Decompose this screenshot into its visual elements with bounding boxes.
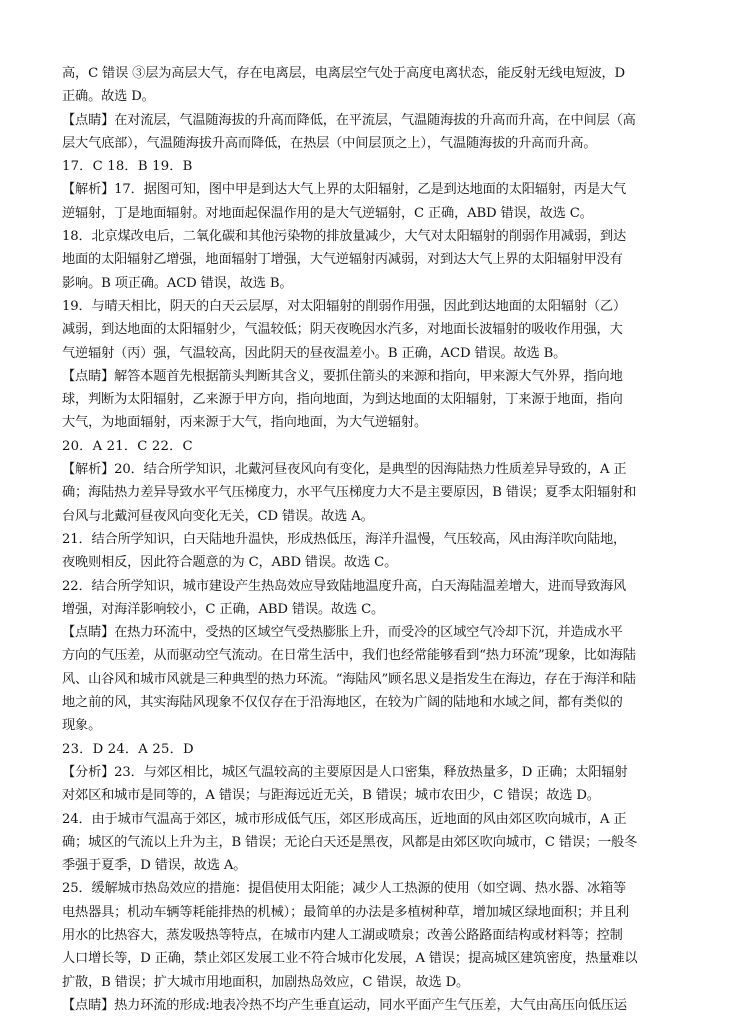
text-line-12: 减弱，到达地面的太阳辐射少，气温较低；阴天夜晚因水汽多，对地面长波辐射的吸收作用强，大 (62, 322, 623, 338)
text-line-22: 夜晚则相反，因此符合题意的为 C，ABD 错误。故选 C。 (62, 555, 398, 571)
text-line-9: 地面的太阳辐射乙增强，地面辐射丁增强，大气逆辐射丙减弱，对到达大气上界的太阳辐射甲没有 (62, 252, 623, 268)
text-line-29: 现象。 (62, 718, 102, 734)
text-line-28: 地之前的风，其实海陆风现象不仅仅存在于沿海地区，在较为广阔的陆地和水域之间，都有类似的 (62, 695, 623, 711)
text-line-25: 【点睛】在热力环流中，受热的区域空气受热膨胀上升，而受冷的区域空气冷却下沉，并造成水平 (62, 625, 623, 641)
text-line-18: 【解析】20．结合所学知识，北戴河昼夜风向有变化，是典型的因海陆热力性质差异导致的，A 正 (62, 462, 627, 478)
answer-key-23-25: 23．D 24．A 25．D (62, 741, 194, 757)
text-line-7: 逆辐射，丁是地面辐射。对地面起保温作用的是大气逆辐射，C 正确，ABD 错误，故选 C。 (62, 205, 593, 221)
text-line-4: 层大气底部），气温随海拔升高而降低，在热层（中间层顶之上），气温随海拔的升高而升高。 (62, 135, 597, 151)
text-line-40: 扩散，B 错误；扩大城市用地面积，加剧热岛效应，C 错误，故选 D。 (62, 974, 470, 990)
text-line-38: 用水的比热容大，蒸发吸热等特点，在城市内建人工湖或喷泉；改善公路路面结构或材料等；控制 (62, 927, 623, 943)
answer-key-20-22: 20．A 21．C 22．C (62, 438, 193, 454)
text-line-24: 增强，对海洋影响较小，C 正确，ABD 错误。故选 C。 (62, 601, 385, 617)
text-line-37: 电热器具；机动车辆等耗能排热的机械）；最简单的办法是多植树种草，增加城区绿地面积；并且利 (62, 904, 630, 920)
text-line-20: 台风与北戴河昼夜风向变化无关，CD 错误。故选 A。 (62, 508, 374, 524)
text-line-23: 22．结合所学知识，城市建设产生热岛效应导致陆地温度升高，白天海陆温差增大，进而导致海风 (62, 578, 627, 594)
text-line-11: 19．与晴天相比，阴天的白天云层厚，对太阳辐射的削弱作用强，因此到达地面的太阳辐射（乙） (62, 298, 627, 314)
document-page (62, 62, 682, 1017)
text-line-3: 【点睛】在对流层，气温随海拔的升高而降低，在平流层，气温随海拔的升高而升高，在中间层（高 (62, 112, 636, 128)
text-line-26: 方向的气压差，从而驱动空气流动。在日常生活中，我们也经常能够看到“热力环流”现象，比如海陆 (62, 648, 636, 664)
text-line-19: 确；海陆热力差异导致水平气压梯度力，水平气压梯度力大不是主要原因，B 错误；夏季太阳辐射和 (62, 485, 637, 501)
text-line-39: 人口增长等，D 正确，禁止郊区发展工业不符合城市化发展，A 错误；提高城区建筑密度，热量难以 (62, 951, 638, 967)
text-line-13: 气逆辐射（丙）强，气温较高，因此阴天的昼夜温差小。B 正确，ACD 错误。故选 B。 (62, 345, 567, 361)
text-line-10: 影响。B 项正确。ACD 错误，故选 B。 (62, 275, 293, 291)
text-line-14: 【点睛】解答本题首先根据箭头判断其含义，要抓住箭头的来源和指向，甲来源大气外界，指向地 (62, 368, 623, 384)
text-line-16: 大气，为地面辐射，丙来源于大气，指向地面，为大气逆辐射。 (62, 415, 428, 431)
text-line-32: 对郊区和城市是同等的，A 错误；与距海远近无关，B 错误；城市农田少，C 错误；故选 D。 (62, 788, 600, 804)
text-line-27: 风、山谷风和城市风就是三种典型的热力环流。“海陆风”顾名思义是指发生在海边，存在于海洋和陆 (62, 671, 636, 687)
text-line-2: 正确。故选 D。 (62, 89, 155, 105)
text-line-31: 【分析】23．与郊区相比，城区气温较高的主要原因是人口密集，释放热量多，D 正确；太阳辐射 (62, 764, 628, 780)
text-line-41: 【点睛】热力环流的形成:地表冷热不均产生垂直运动，同水平面产生气压差，大气由高压向低压运 (62, 997, 627, 1013)
text-line-8: 18．北京煤改电后，二氧化碳和其他污染物的排放量减少，大气对太阳辐射的削弱作用减弱，到达 (62, 229, 627, 245)
text-line-34: 确；城区的气流以上升为主，B 错误；无论白天还是黑夜，风都是由郊区吹向城市，C 错误；一般冬 (62, 834, 638, 850)
answer-key-17-19: 17．C 18．B 19．B (62, 159, 193, 175)
text-line-15: 球，判断为太阳辐射，乙来源于甲方向，指向地面，为到达地面的太阳辐射，丁来源于地面，指向 (62, 392, 623, 408)
text-line-1: 高，C 错误 ③层为高层大气，存在电离层，电离层空气处于高度电离状态，能反射无线电短波，D (62, 66, 625, 81)
text-line-33: 24．由于城市气温高于郊区，城市形成低气压，郊区形成高压，近地面的风由郊区吹向城市，A 正 (62, 811, 627, 827)
text-line-35: 季强于夏季，D 错误，故选 A。 (62, 858, 247, 874)
text-line-36: 25．缓解城市热岛效应的措施：提倡使用太阳能；减少人工热源的使用（如空调、热水器、冰箱等 (62, 881, 627, 897)
text-line-21: 21．结合所学知识，白天陆地升温快，形成热低压，海洋升温慢，气压较高，风由海洋吹向陆地， (62, 531, 627, 547)
text-line-6: 【解析】17．据图可知，图中甲是到达大气上界的太阳辐射，乙是到达地面的太阳辐射，丙是大气 (62, 182, 627, 198)
